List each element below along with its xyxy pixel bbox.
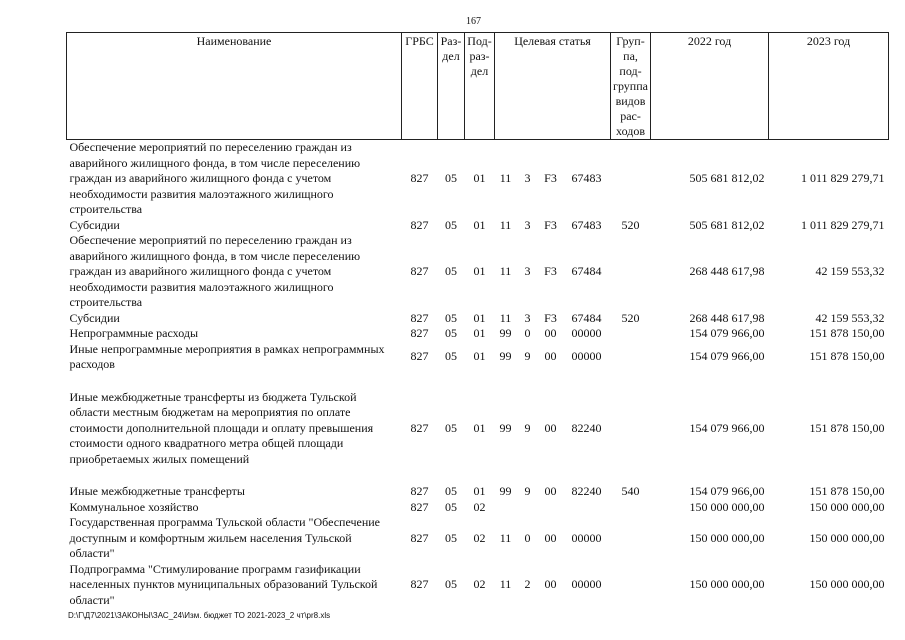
row-target-subprogram: 3: [524, 310, 531, 325]
row-podrazdel: 01: [473, 171, 486, 185]
row-target-subprogram: 0: [524, 326, 531, 340]
row-target-direction: F3: [544, 171, 557, 185]
row-name: Государственная программа Тульской области "Обеспечение доступным и комфортным жильем населения Тульской области": [69, 515, 380, 560]
row-grbs: 827: [410, 499, 429, 514]
row-target-code: 82240: [571, 484, 602, 498]
row-amount-2023: 150 000 000,00: [809, 530, 885, 545]
row-amount-2022: 268 448 617,98: [689, 310, 765, 325]
row-razdel: 05: [445, 310, 457, 325]
row-amount-2023: 150 000 000,00: [809, 499, 885, 514]
table-row: [67, 562, 889, 609]
header-grbs: ГРБС: [402, 33, 438, 140]
row-target-code: 00000: [571, 530, 602, 545]
header-year-2023: 2023 год: [769, 33, 889, 140]
row-podrazdel: 01: [473, 326, 486, 340]
row-target-direction: F3: [544, 264, 557, 278]
row-expense-group: [611, 390, 651, 468]
row-amount-2023: 1 011 829 279,71: [800, 217, 885, 232]
row-amount-2022: 268 448 617,98: [689, 264, 765, 278]
row-expense-group: [611, 562, 651, 609]
row-amount-2023: 42 159 553,32: [815, 264, 885, 278]
row-target-code: 67484: [571, 264, 602, 278]
row-expense-group: [611, 326, 651, 342]
row-target-code: 00000: [571, 326, 602, 340]
row-expense-group: [611, 515, 651, 562]
row-target-subprogram: 3: [524, 264, 531, 278]
row-expense-group: 520: [621, 217, 640, 232]
row-target-program: 11: [499, 577, 512, 591]
row-target-program: 99: [499, 349, 512, 364]
row-target-program: 11: [499, 217, 512, 232]
row-name: Обеспечение мероприятий по переселению граждан из аварийного жилищного фонда, в том числе переселению граждан из аварийного жилищного фонда с учетом необходимости развития малоэтажного жилищного строительства: [69, 233, 361, 309]
row-amount-2023: 151 878 150,00: [809, 420, 885, 435]
row-target-direction: 00: [544, 484, 557, 498]
row-grbs: 827: [410, 530, 429, 545]
budget-table: [66, 32, 889, 608]
row-podrazdel: 01: [473, 420, 486, 435]
row-amount-2023: 151 878 150,00: [809, 326, 885, 340]
row-target-program: 99: [499, 326, 512, 340]
row-grbs: 827: [410, 349, 429, 364]
table-row: [67, 326, 889, 342]
table-row: [67, 342, 889, 373]
row-amount-2022: 154 079 966,00: [689, 484, 765, 498]
table-row: [67, 218, 889, 234]
row-target-program: [495, 500, 517, 516]
row-name: Подпрограмма "Стимулирование программ газификации населенных пунктов муниципальных образований Тульской области": [69, 561, 378, 607]
header-name: Наименование: [67, 33, 402, 140]
row-amount-2022: 505 681 812,02: [689, 217, 765, 232]
row-expense-group: 520: [621, 310, 640, 325]
row-podrazdel: 01: [473, 310, 486, 325]
row-name: Непрограммные расходы: [69, 326, 199, 340]
row-podrazdel: 01: [473, 264, 486, 278]
header-target-article: Целевая статья: [495, 33, 611, 140]
row-grbs: 827: [410, 310, 429, 325]
row-target-direction: 00: [544, 326, 557, 340]
row-grbs: 827: [410, 171, 429, 185]
row-razdel: 05: [445, 171, 457, 185]
row-target-direction: 00: [544, 530, 557, 545]
row-amount-2022: 150 000 000,00: [689, 499, 765, 514]
row-target-direction: F3: [544, 217, 557, 232]
row-razdel: 05: [445, 420, 457, 435]
row-target-code: 67483: [571, 217, 602, 232]
row-target-program: 99: [499, 484, 512, 498]
table-header-row: [67, 33, 889, 140]
header-podrazdel: Под-раз-дел: [465, 33, 495, 140]
table-row: [67, 484, 889, 500]
table-body: [67, 140, 889, 609]
spacer-cell: [67, 373, 889, 390]
table-row: [67, 140, 889, 218]
row-target-direction: [539, 500, 563, 516]
table-row: [67, 390, 889, 468]
row-target-direction: F3: [544, 310, 557, 325]
table-row: [67, 500, 889, 516]
row-expense-group: [611, 342, 651, 373]
row-target-subprogram: 9: [524, 420, 531, 435]
row-amount-2022: 154 079 966,00: [689, 326, 765, 340]
row-podrazdel: 02: [473, 577, 486, 591]
row-amount-2022: 154 079 966,00: [689, 420, 765, 435]
row-name: Субсидии: [69, 310, 120, 325]
row-razdel: 05: [445, 264, 457, 278]
row-target-subprogram: 3: [524, 171, 531, 185]
row-amount-2022: 150 000 000,00: [689, 577, 765, 591]
row-razdel: 05: [445, 499, 457, 514]
row-name: Обеспечение мероприятий по переселению граждан из аварийного жилищного фонда, в том числе переселению граждан из аварийного жилищного фонда с учетом необходимости развития малоэтажного жилищного строительства: [69, 140, 361, 216]
row-expense-group: [611, 500, 651, 516]
row-amount-2023: 150 000 000,00: [809, 577, 885, 591]
row-amount-2023: 1 011 829 279,71: [800, 171, 885, 185]
row-target-code: 00000: [571, 349, 602, 364]
table-row: [67, 233, 889, 311]
row-target-program: 11: [499, 530, 512, 545]
footer-file-path: D:\Г\Д7\2021\ЗАКОНЫ\ЗАС_24\Изм. бюджет ТО 2021-2023_2 чт\pr8.xls: [68, 611, 331, 620]
row-target-direction: 00: [544, 349, 557, 364]
spacer-row: [67, 467, 889, 484]
row-target-code: 67483: [571, 171, 602, 185]
row-name: Иные межбюджетные трансферты: [69, 484, 245, 498]
row-name: Коммунальное хозяйство: [69, 499, 199, 514]
row-razdel: 05: [445, 326, 457, 340]
row-podrazdel: 01: [473, 217, 486, 232]
table-row: [67, 311, 889, 327]
table-row: [67, 515, 889, 562]
row-target-program: 11: [499, 264, 512, 278]
row-target-code: 82240: [571, 420, 602, 435]
row-podrazdel: 01: [473, 484, 486, 498]
row-expense-group: [611, 233, 651, 311]
row-target-program: 99: [499, 420, 512, 435]
row-expense-group: [611, 140, 651, 218]
row-podrazdel: 02: [473, 530, 486, 545]
row-expense-group: 540: [621, 484, 640, 498]
row-amount-2023: 42 159 553,32: [815, 310, 885, 325]
row-target-direction: 00: [544, 420, 557, 435]
row-name: Субсидии: [69, 217, 120, 232]
row-target-program: 11: [499, 171, 512, 185]
row-target-subprogram: [517, 500, 539, 516]
row-amount-2022: 154 079 966,00: [689, 349, 765, 364]
spacer-row: [67, 373, 889, 390]
row-grbs: 827: [410, 217, 429, 232]
row-razdel: 05: [445, 577, 457, 591]
row-target-code: 00000: [571, 577, 602, 591]
row-name: Иные межбюджетные трансферты из бюджета Тульской области местным бюджетам на мероприятия по оплате стоимости дополнительной площади и оплату превышения стоимости одного квадратного метра общей площади приобретаемых жилых помещений: [69, 389, 374, 466]
row-target-code: 67484: [571, 310, 602, 325]
row-razdel: 05: [445, 530, 457, 545]
row-target-subprogram: 9: [524, 484, 531, 498]
row-grbs: 827: [410, 264, 429, 278]
spacer-cell: [67, 467, 889, 484]
row-target-direction: 00: [544, 577, 557, 591]
row-amount-2022: 150 000 000,00: [689, 530, 765, 545]
row-amount-2023: 151 878 150,00: [809, 349, 885, 364]
row-podrazdel: 01: [473, 349, 486, 364]
row-amount-2023: 151 878 150,00: [809, 484, 885, 498]
row-target-code: [563, 500, 611, 516]
header-razdel: Раз-дел: [438, 33, 465, 140]
row-grbs: 827: [410, 484, 429, 498]
page-number: 167: [466, 16, 481, 27]
row-target-subprogram: 9: [524, 349, 531, 364]
row-razdel: 05: [445, 349, 457, 364]
row-target-subprogram: 2: [524, 577, 531, 591]
row-name: Иные непрограммные мероприятия в рамках непрограммных расходов: [69, 341, 385, 371]
row-target-subprogram: 3: [524, 217, 531, 232]
row-razdel: 05: [445, 217, 457, 232]
row-grbs: 827: [410, 420, 429, 435]
row-podrazdel: 02: [473, 499, 486, 514]
header-year-2022: 2022 год: [651, 33, 769, 140]
row-target-subprogram: 0: [524, 530, 531, 545]
row-amount-2022: 505 681 812,02: [689, 171, 765, 185]
row-grbs: 827: [410, 577, 429, 591]
row-grbs: 827: [410, 326, 429, 340]
row-target-program: 11: [499, 310, 512, 325]
header-expense-group: Груп-па, под-группа видов рас-ходов: [611, 33, 651, 140]
row-razdel: 05: [445, 484, 457, 498]
